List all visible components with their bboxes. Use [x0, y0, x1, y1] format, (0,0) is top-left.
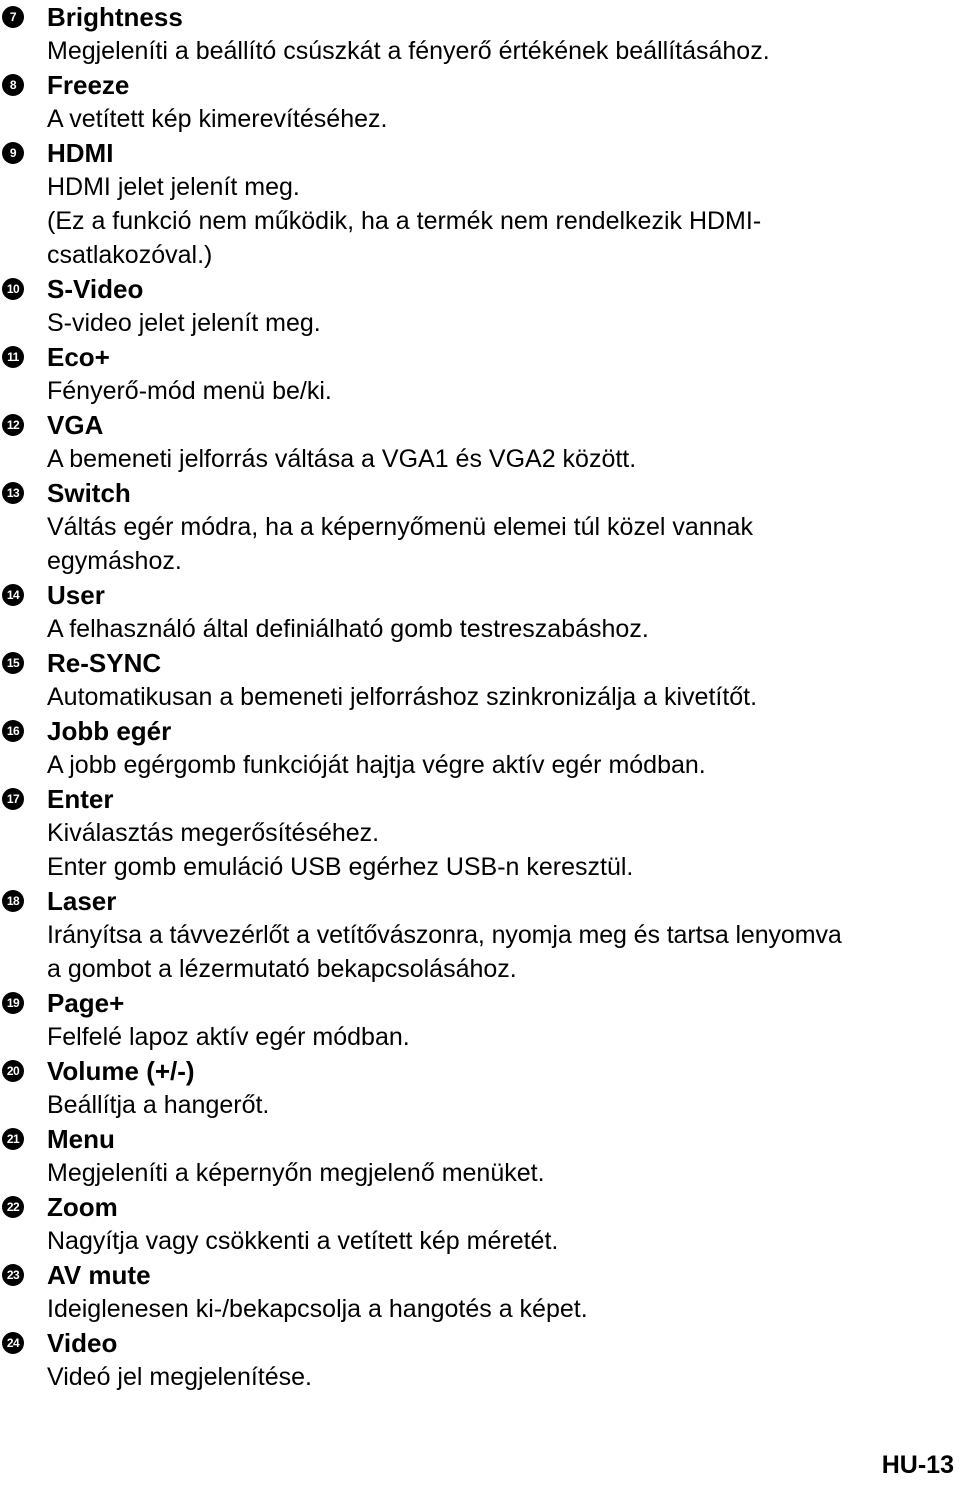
item-description: HDMI jelet jelenít meg. [47, 173, 300, 201]
item-title: Page+ [47, 988, 125, 1018]
item-description: Automatikusan a bemeneti jelforráshoz szinkronizálja a kivetítőt. [47, 683, 758, 711]
number-badge: 7 [2, 6, 24, 28]
item-title: Volume (+/-) [47, 1056, 195, 1086]
item-title: S-Video [47, 274, 144, 304]
item-description: Enter gomb emuláció USB egérhez USB-n keresztül. [47, 853, 634, 881]
number-badge: 24 [2, 1332, 24, 1354]
item-title: Jobb egér [47, 716, 172, 746]
item-title: VGA [47, 410, 104, 440]
item-description: csatlakozóval.) [47, 241, 213, 269]
item-title: Switch [47, 478, 131, 508]
list-item-menu [0, 1122, 960, 1190]
item-description: Videó jel megjelenítése. [47, 1363, 312, 1391]
list-item-laser [0, 884, 960, 986]
number-badge: 21 [2, 1128, 24, 1150]
number-badge: 14 [2, 584, 24, 606]
list-item-hdmi [0, 136, 960, 272]
item-title: Freeze [47, 70, 130, 100]
list-item-enter [0, 782, 960, 884]
item-description: Ideiglenesen ki-/bekapcsolja a hangotés a képet. [47, 1295, 588, 1323]
item-description: (Ez a funkció nem működik, ha a termék nem rendelkezik HDMI- [47, 207, 762, 235]
list-item-av-mute [0, 1258, 960, 1326]
list-item-volume [0, 1054, 960, 1122]
item-title: Menu [47, 1124, 115, 1154]
list-item-jobb-eger [0, 714, 960, 782]
list-item-zoom [0, 1190, 960, 1258]
item-description: Váltás egér módra, ha a képernyőmenü elemei túl közel vannak [47, 513, 753, 541]
item-description: Irányítsa a távvezérlőt a vetítővászonra, nyomja meg és tartsa lenyomva [47, 921, 842, 949]
list-item-eco-plus [0, 340, 960, 408]
item-title: Enter [47, 784, 114, 814]
number-badge: 8 [2, 74, 24, 96]
item-description: A felhasználó által definiálható gomb testreszabáshoz. [47, 615, 649, 643]
item-title: HDMI [47, 138, 114, 168]
item-title: Re-SYNC [47, 648, 162, 678]
item-title: User [47, 580, 105, 610]
item-title: Zoom [47, 1192, 118, 1222]
item-description: A bemeneti jelforrás váltása a VGA1 és VGA2 között. [47, 445, 637, 473]
item-description: Kiválasztás megerősítéséhez. [47, 819, 380, 847]
item-title: AV mute [47, 1260, 151, 1290]
number-badge: 17 [2, 788, 24, 810]
list-item-page-plus [0, 986, 960, 1054]
number-badge: 15 [2, 652, 24, 674]
list-item-freeze [0, 68, 960, 136]
number-badge: 23 [2, 1264, 24, 1286]
list-item-re-sync [0, 646, 960, 714]
list-item-switch [0, 476, 960, 578]
number-badge: 16 [2, 720, 24, 742]
number-badge: 20 [2, 1060, 24, 1082]
number-badge: 11 [2, 346, 24, 368]
number-badge: 12 [2, 414, 24, 436]
item-description: S-video jelet jelenít meg. [47, 309, 321, 337]
item-description: a gombot a lézermutató bekapcsolásához. [47, 955, 517, 983]
item-title: Brightness [47, 2, 183, 32]
list-item-brightness [0, 0, 960, 68]
number-badge: 19 [2, 992, 24, 1014]
item-title: Video [47, 1328, 118, 1358]
item-description: Megjeleníti a beállító csúszkát a fényerő értékének beállításához. [47, 37, 770, 65]
item-description: A vetített kép kimerevítéséhez. [47, 105, 388, 133]
number-badge: 18 [2, 890, 24, 912]
page-number: HU-13 [881, 1451, 954, 1479]
item-title: Laser [47, 886, 117, 916]
item-description: Megjeleníti a képernyőn megjelenő menüket. [47, 1159, 545, 1187]
list-item-user [0, 578, 960, 646]
number-badge: 13 [2, 482, 24, 504]
number-badge: 9 [2, 142, 24, 164]
item-description: egymáshoz. [47, 547, 182, 575]
item-description: Fényerő-mód menü be/ki. [47, 377, 332, 405]
number-badge: 22 [2, 1196, 24, 1218]
item-title: Eco+ [47, 342, 110, 372]
item-description: Felfelé lapoz aktív egér módban. [47, 1023, 410, 1051]
list-item-s-video [0, 272, 960, 340]
list-item-video [0, 1326, 960, 1394]
item-description: Nagyítja vagy csökkenti a vetített kép méretét. [47, 1227, 559, 1255]
item-description: A jobb egérgomb funkcióját hajtja végre aktív egér módban. [47, 751, 706, 779]
number-badge: 10 [2, 278, 24, 300]
item-description: Beállítja a hangerőt. [47, 1091, 270, 1119]
list-item-vga [0, 408, 960, 476]
